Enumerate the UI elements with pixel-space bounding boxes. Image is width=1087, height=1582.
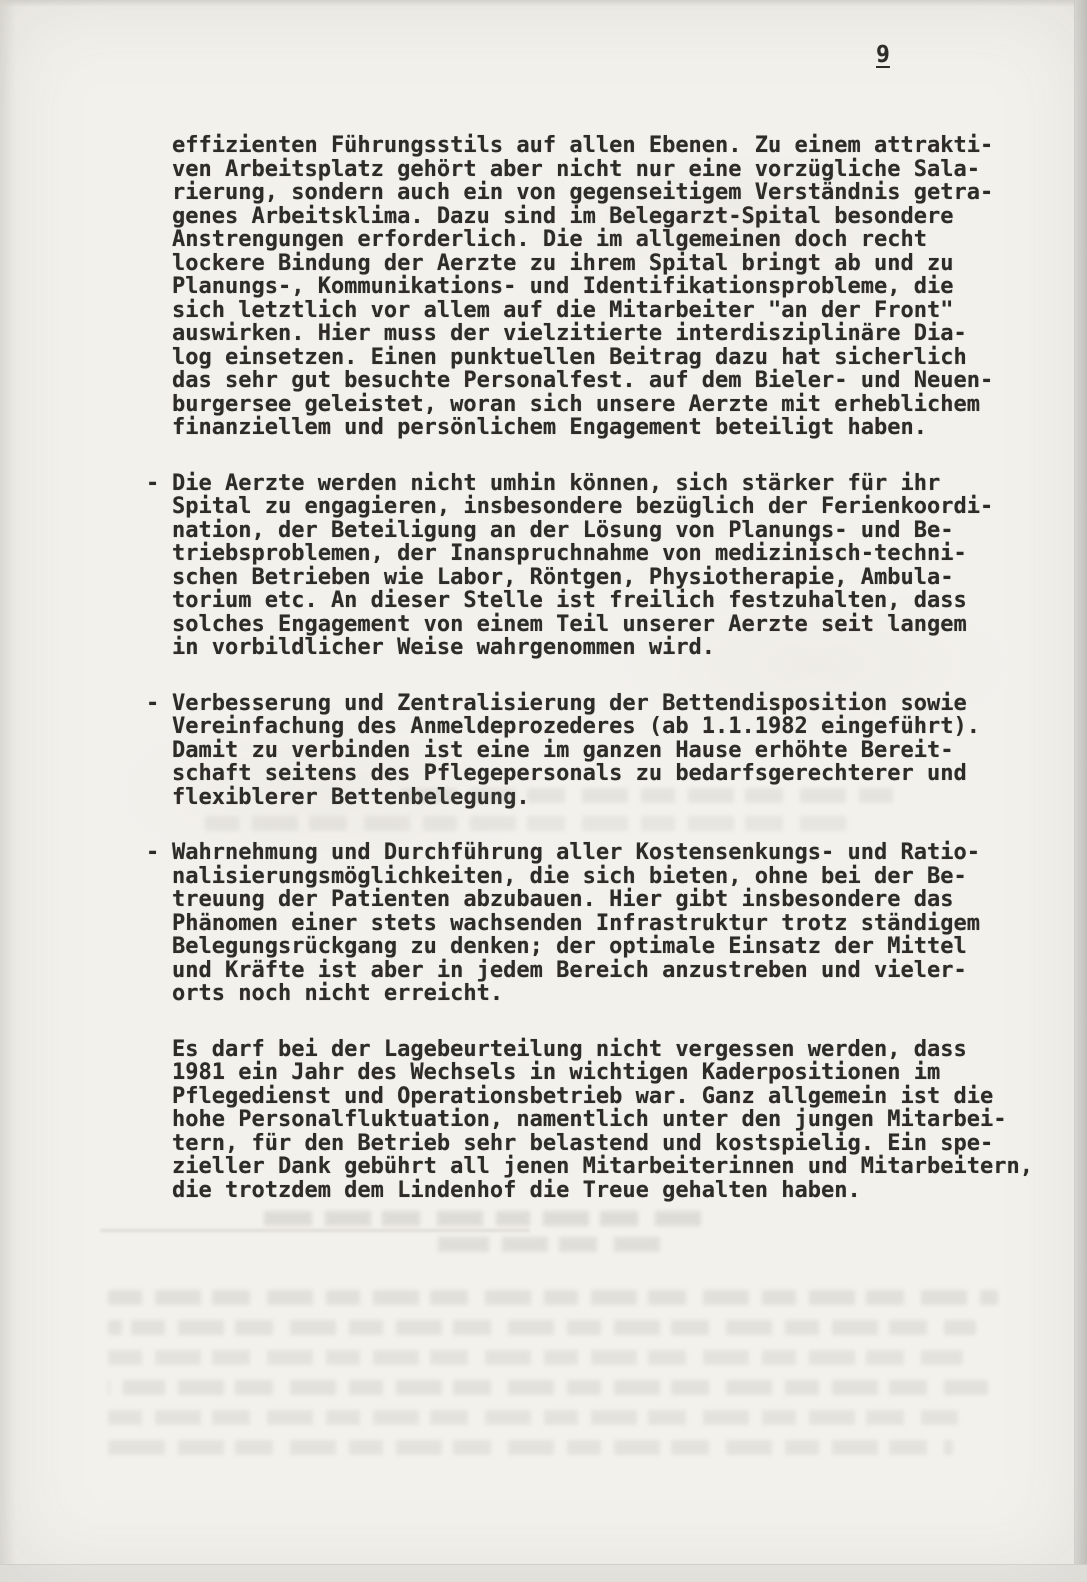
- text-line: Es darf bei der Lagebeurteilung nicht vergessen werden, dass: [172, 1036, 967, 1062]
- text-line: zieller Dank gebührt all jenen Mitarbeiterinnen und Mitarbeitern,: [172, 1154, 1033, 1179]
- indent-spacer: [146, 1038, 172, 1203]
- bullet-dash-icon: -: [146, 690, 160, 716]
- text-line: lockere Bindung der Aerzte zu ihrem Spital bringt ab und zu: [172, 250, 954, 276]
- text-line: effizienten Führungsstils auf allen Ebenen. Zu einem attrakti-: [172, 133, 994, 158]
- text-line: Verbesserung und Zentralisierung der Bettendisposition sowie: [172, 690, 967, 716]
- text-line: schaft seitens des Pflegepersonals zu bedarfsgerechterer und: [172, 761, 967, 786]
- text-line: schen Betrieben wie Labor, Röntgen, Physiotherapie, Ambula-: [172, 564, 954, 590]
- paragraph-lines: [172, 472, 1086, 660]
- bleedthrough-line: [108, 1440, 953, 1455]
- text-line: Wahrnehmung und Durchführung aller Kostensenkungs- und Ratio-: [172, 840, 980, 865]
- text-line: nalisierungsmöglichkeiten, die sich bieten, ohne bei der Be-: [172, 863, 967, 889]
- text-line: triebsproblemen, der Inanspruchnahme von medizinisch-techni-: [172, 541, 967, 566]
- indent-spacer: [146, 134, 172, 440]
- text-line: Spital zu engagieren, insbesondere bezüglich der Ferienkoordi-: [172, 494, 994, 519]
- bleedthrough-line: [255, 1211, 705, 1226]
- paragraph: [146, 1038, 1086, 1203]
- scan-edge-bottom: [0, 1564, 1087, 1582]
- text-line: und Kräfte ist aber in jedem Bereich anzustreben und vieler-: [172, 957, 967, 983]
- text-line: auswirken. Hier muss der vielzitierte interdisziplinäre Dia-: [172, 321, 967, 346]
- text-line: Phänomen einer stets wachsenden Infrastruktur trotz ständigem: [172, 910, 980, 936]
- text-line: Pflegedienst und Operationsbetrieb war. Ganz allgemein ist die: [172, 1083, 994, 1109]
- bullet-dash-icon: -: [146, 840, 160, 865]
- text-line: hohe Personalfluktuation, namentlich unter den jungen Mitarbei-: [172, 1107, 1007, 1132]
- paragraph-lines: [172, 841, 1086, 1006]
- scan-edge-left: [0, 0, 16, 1582]
- text-line: rierung, sondern auch ein von gegenseitigem Verständnis getra-: [172, 180, 994, 205]
- bleedthrough-line: [108, 1290, 998, 1305]
- bleedthrough-line: [108, 1410, 958, 1425]
- text-line: orts noch nicht erreicht.: [172, 981, 504, 1006]
- page-body: [146, 134, 1086, 1202]
- text-line: tern, für den Betrieb sehr belastend und kostspielig. Ein spe-: [172, 1130, 994, 1156]
- text-line: flexiblerer Bettenbelegung.: [172, 784, 530, 810]
- text-line: Die Aerzte werden nicht umhin können, sich stärker für ihr: [172, 470, 941, 496]
- page-number: 9: [876, 42, 890, 68]
- bleedthrough-line: [432, 1237, 667, 1252]
- text-line: burgersee geleistet, woran sich unsere Aerzte mit erheblichem: [172, 391, 980, 417]
- bleedthrough-line: [108, 1320, 976, 1335]
- text-line: Planungs-, Kommunikations- und Identifikationsprobleme, die: [172, 274, 954, 299]
- bleedthrough-rule: [100, 1229, 530, 1232]
- text-line: treuung der Patienten abzubauen. Hier gibt insbesondere das: [172, 887, 954, 912]
- paragraph: [146, 134, 1086, 440]
- text-line: das sehr gut besuchte Personalfest. auf dem Bieler- und Neuen-: [172, 368, 994, 393]
- scan-edge-right: [1074, 0, 1087, 1582]
- text-line: torium etc. An dieser Stelle ist freilich festzuhalten, dass: [172, 588, 967, 613]
- text-line: Vereinfachung des Anmeldeprozederes (ab 1.1.1982 eingeführt).: [172, 714, 980, 739]
- text-line: ven Arbeitsplatz gehört aber nicht nur eine vorzügliche Sala-: [172, 156, 980, 182]
- bullet-dash-icon: -: [146, 470, 160, 496]
- paragraph-lines: [172, 1038, 1086, 1203]
- bleedthrough-line: [108, 1380, 988, 1395]
- text-line: Damit zu verbinden ist eine im ganzen Hause erhöhte Bereit-: [172, 737, 954, 763]
- bullet-paragraph: [146, 472, 1086, 660]
- bullet-paragraph: [146, 692, 1086, 810]
- text-line: genes Arbeitsklima. Dazu sind im Belegarzt-Spital besondere: [172, 203, 954, 229]
- paragraph-lines: [172, 134, 1086, 440]
- text-line: Belegungsrückgang zu denken; der optimale Einsatz der Mittel: [172, 934, 967, 959]
- text-line: solches Engagement von einem Teil unserer Aerzte seit langem: [172, 611, 967, 637]
- scan-edge-top: [0, 0, 1087, 7]
- bullet-paragraph: [146, 841, 1086, 1006]
- text-line: die trotzdem dem Lindenhof die Treue gehalten haben.: [172, 1177, 861, 1203]
- text-line: sich letztlich vor allem auf die Mitarbeiter "an der Front": [172, 297, 954, 323]
- paragraph-lines: [172, 692, 1086, 810]
- text-line: Anstrengungen erforderlich. Die im allgemeinen doch recht: [172, 227, 927, 252]
- text-line: nation, der Beteiligung an der Lösung von Planungs- und Be-: [172, 517, 954, 543]
- text-line: log einsetzen. Einen punktuellen Beitrag dazu hat sicherlich: [172, 344, 967, 370]
- bleedthrough-line: [108, 1350, 963, 1365]
- text-line: 1981 ein Jahr des Wechsels in wichtigen Kaderpositionen im: [172, 1060, 941, 1085]
- text-line: finanziellem und persönlichem Engagement beteiligt haben.: [172, 415, 927, 440]
- text-line: in vorbildlicher Weise wahrgenommen wird.: [172, 635, 716, 660]
